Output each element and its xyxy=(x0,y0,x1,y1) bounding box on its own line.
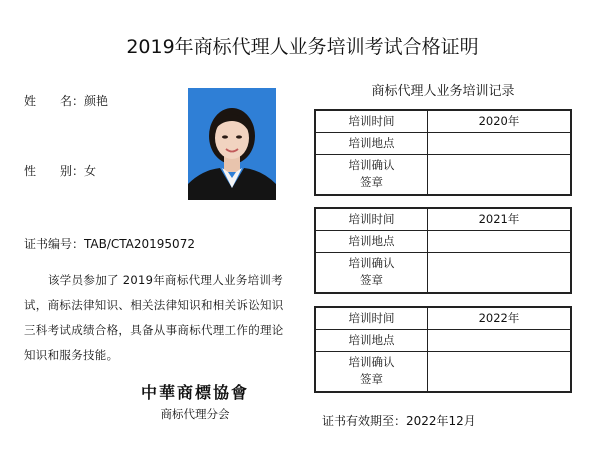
name-value: 颜艳 xyxy=(84,94,109,108)
gender-label: 性 别： xyxy=(24,164,85,178)
page-title: 2019年商标代理人业务培训考试合格证明 xyxy=(126,36,479,58)
training-place-value xyxy=(428,329,572,351)
confirm-label-line2: 签章 xyxy=(360,175,383,190)
training-confirm-value xyxy=(428,351,572,392)
training-place-value xyxy=(428,230,572,252)
certificate-number-label: 证书编号： xyxy=(24,237,85,251)
training-year: 2020年 xyxy=(428,110,572,132)
training-time-label: 培训时间 xyxy=(315,110,428,132)
confirm-label-line1: 培训确认 xyxy=(348,256,395,271)
training-year: 2022年 xyxy=(428,307,572,329)
certificate-validity: 证书有效期至：2022年12月 xyxy=(322,414,476,428)
qualification-paragraph: 该学员参加了 2019年商标代理人业务培训考试，商标法律知识、相关法律知识和相关诉讼知识三科考试成绩合格，具备从事商标代理工作的理论知识和服务技能。 xyxy=(24,273,284,362)
training-place-label: 培训地点 xyxy=(315,230,428,252)
training-confirm-label xyxy=(315,351,428,392)
training-place-label: 培训地点 xyxy=(315,132,428,154)
training-confirm-label xyxy=(315,252,428,293)
training-year: 2021年 xyxy=(428,208,572,230)
portrait-image xyxy=(188,88,276,200)
training-records-title: 商标代理人业务培训记录 xyxy=(371,84,515,99)
certificate-number-value: TAB/CTA20195072 xyxy=(84,237,195,251)
training-confirm-value xyxy=(428,154,572,195)
training-confirm-value xyxy=(428,252,572,293)
issuing-branch: 商标代理分会 xyxy=(160,407,230,421)
association-calligraphy-logo: 中華商標協會 xyxy=(140,383,249,402)
training-place-label: 培训地点 xyxy=(315,329,428,351)
gender-value: 女 xyxy=(84,164,97,178)
training-record-table-2 xyxy=(314,207,572,294)
training-place-value xyxy=(428,132,572,154)
training-record-table-1 xyxy=(314,109,572,196)
training-time-label: 培训时间 xyxy=(315,307,428,329)
training-record-table-3 xyxy=(314,306,572,393)
training-time-label: 培训时间 xyxy=(315,208,428,230)
training-confirm-label xyxy=(315,154,428,195)
confirm-label-line2: 签章 xyxy=(360,372,383,387)
name-row xyxy=(24,92,108,109)
id-photo xyxy=(188,88,276,200)
certificate-number-row xyxy=(24,235,195,252)
name-label: 姓 名： xyxy=(24,94,85,108)
confirm-label-line1: 培训确认 xyxy=(348,158,395,173)
confirm-label-line1: 培训确认 xyxy=(348,355,395,370)
confirm-label-line2: 签章 xyxy=(360,273,383,288)
gender-row xyxy=(24,162,96,179)
